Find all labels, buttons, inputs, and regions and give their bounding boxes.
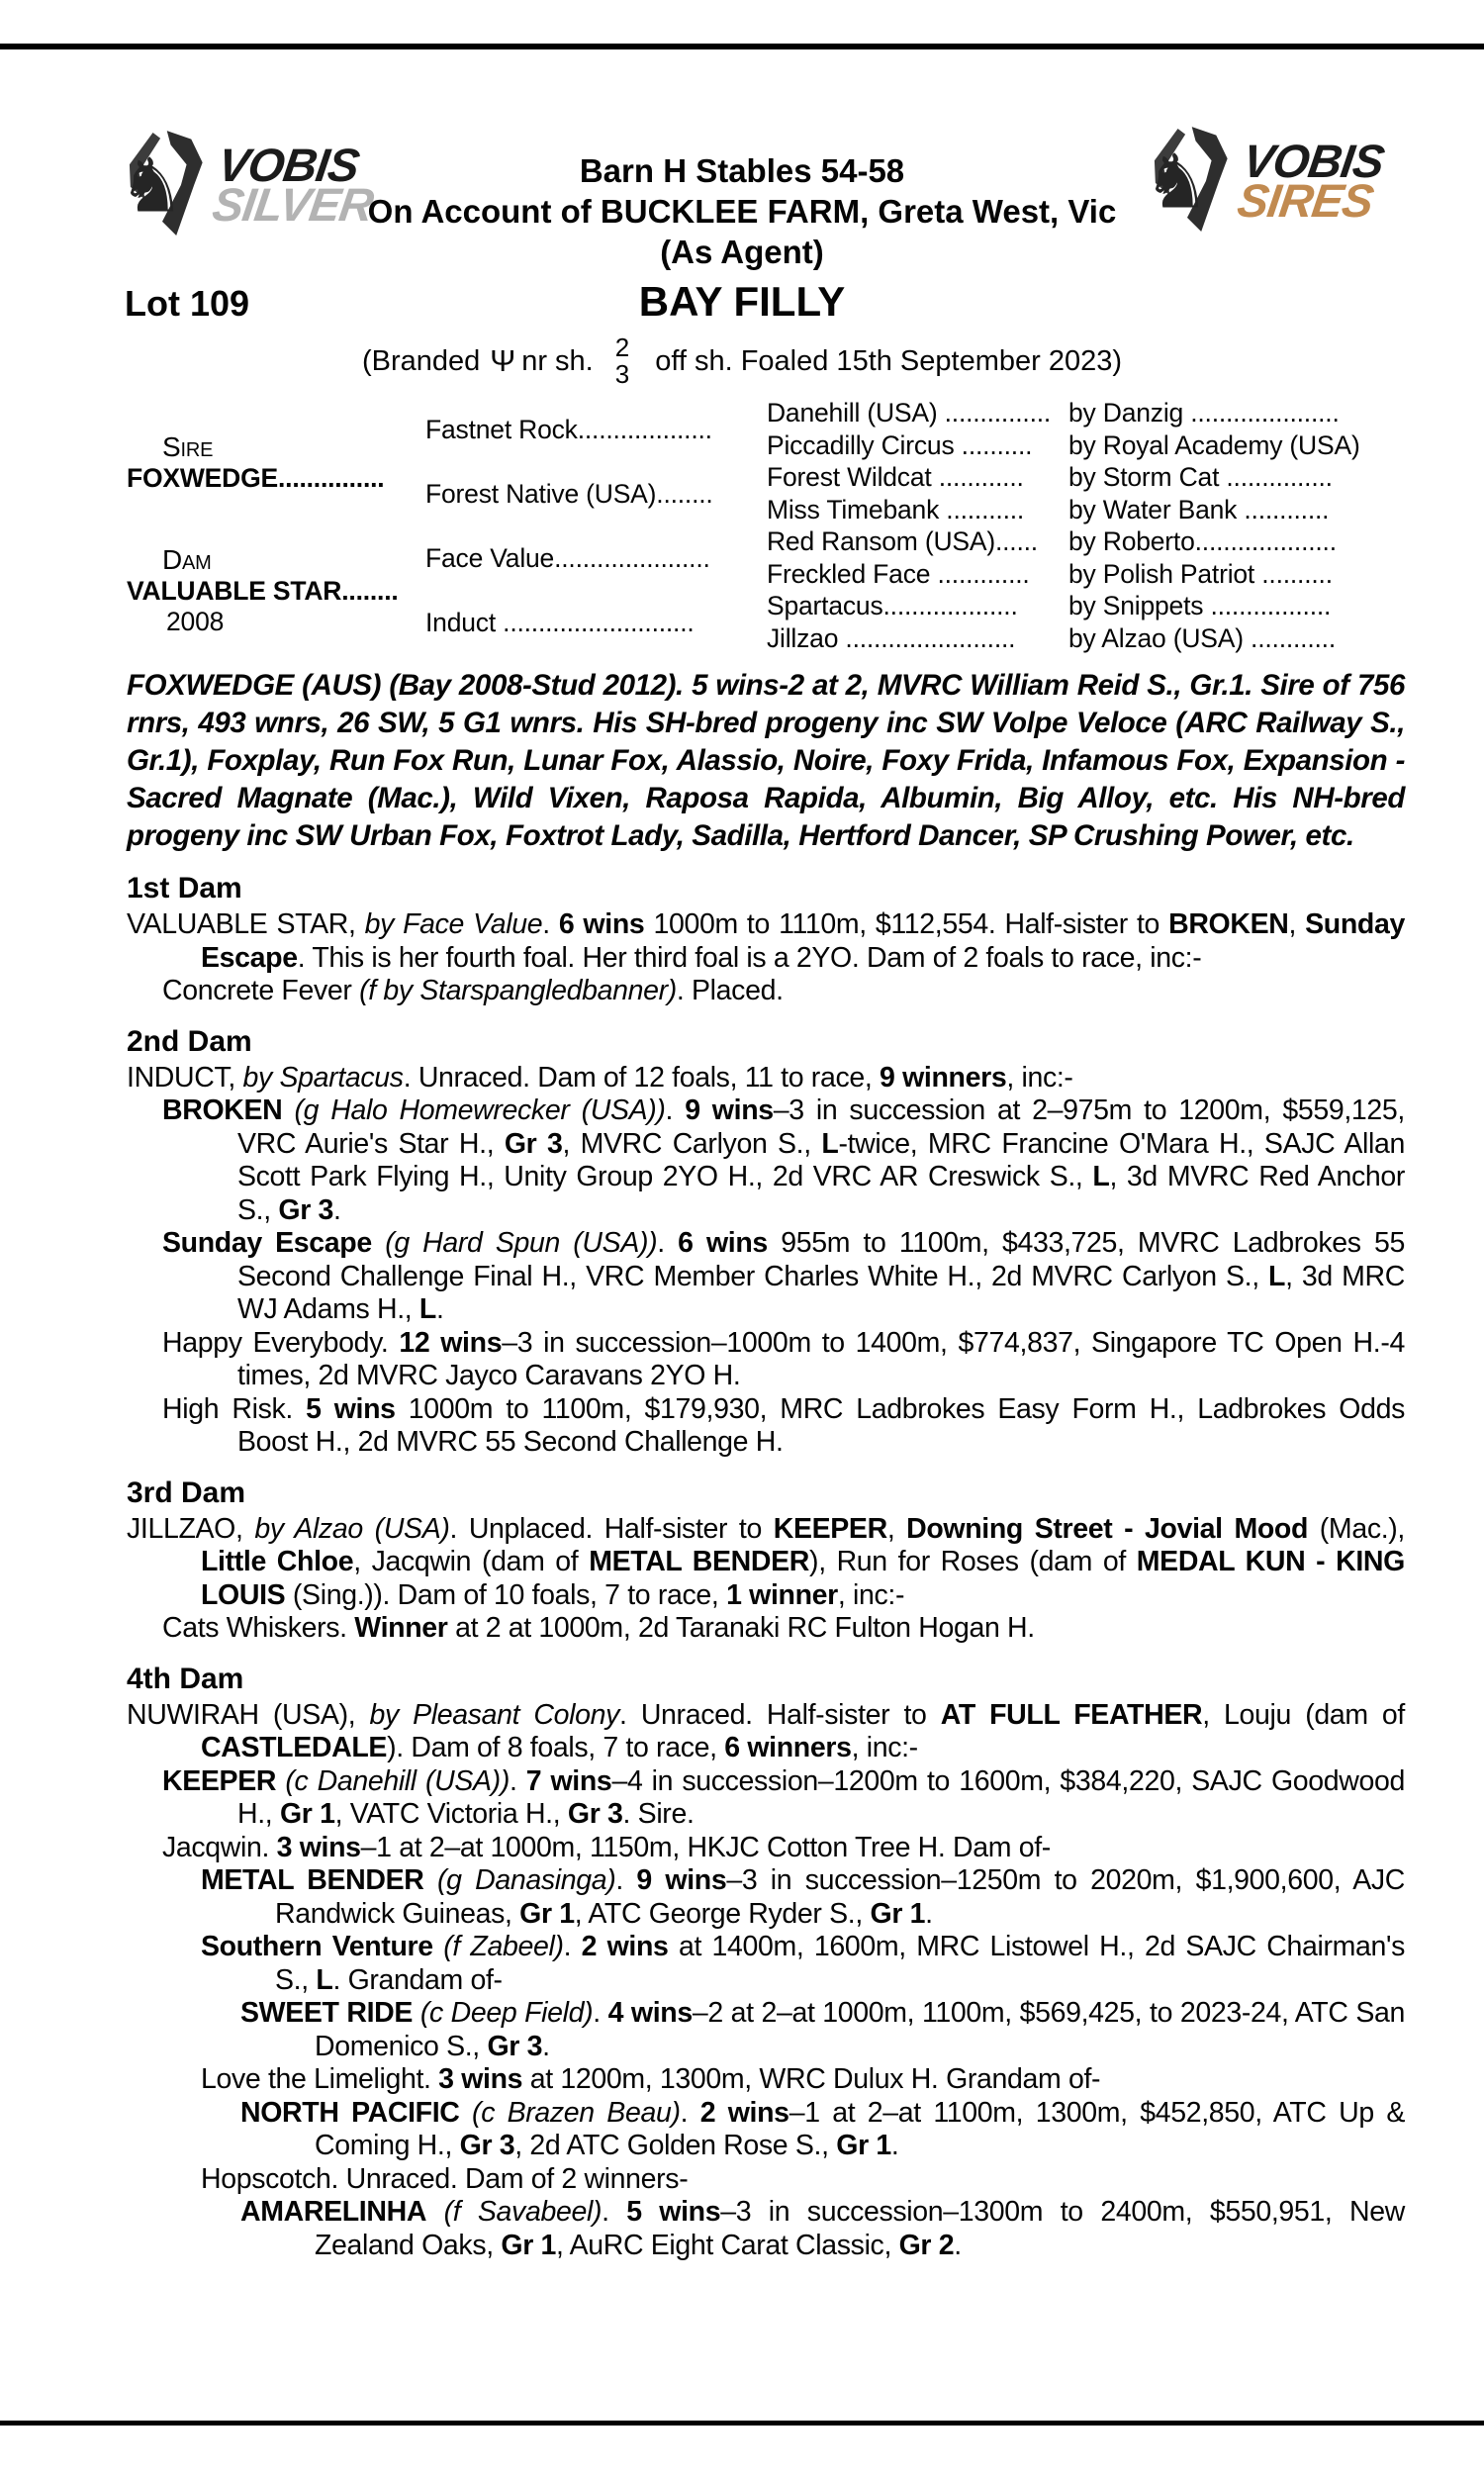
pedigree-paragraph: Jacqwin. 3 wins–1 at 2–at 1000m, 1150m, HKJC Cotton Tree H. Dam of- [162,1831,1051,1863]
account-line: On Account of BUCKLEE FARM, Greta West, Vic [367,193,1117,230]
pedigree-grandparent-name: Miss Timebank ........... [767,494,1025,524]
barn-line: Barn H Stables 54-58 [579,152,905,189]
pedigree-parent: Fastnet Rock................... [425,415,712,444]
pedigree-paragraph: VALUABLE STAR, by Face Value. 6 wins 1000m to 1110m, $112,554. Half-sister to BROKEN, Sunday Escape. This is her fourth foal. Her third foal is a 2YO. Dam of 2 foals to race, inc:- [127,908,1405,974]
dam-section-heading: 1st Dam [127,872,242,904]
pedigree-grandparent-sire: by Danzig ..................... [1068,398,1340,428]
dam-year: 2008 [166,607,225,636]
pedigree-paragraph: Love the Limelight. 3 wins at 1200m, 1300m, WRC Dulux H. Grandam of- [201,2063,1101,2095]
pedigree-parent: Forest Native (USA)........ [425,479,713,509]
pedigree-grandparent-name: Red Ransom (USA)...... [767,526,1038,556]
sire-label: Sire [162,430,214,462]
pedigree-grandparent-sire: by Storm Cat ............... [1068,462,1333,492]
sire-block [127,398,425,526]
consignor-header [317,150,1167,272]
bottom-border-rule [0,2421,1484,2426]
pedigree-paragraph: NUWIRAH (USA), by Pleasant Colony. Unraced. Half-sister to AT FULL FEATHER, Louju (dam of CASTLEDALE). Dam of 8 foals, 7 to race, 6 winners, inc:- [127,1698,1406,1763]
pedigree-grandparent-sire: by Roberto.................... [1068,526,1337,556]
dam-sections [127,871,1405,2262]
dam-section-heading: 3rd Dam [127,1475,246,1509]
dam-label: Dam [162,544,212,575]
pedigree-grandparent-name: Piccadilly Circus .......... [767,429,1033,460]
pedigree-grandparent-sire: by Polish Patriot .......... [1068,558,1333,589]
pedigree-paragraph: High Risk. 5 wins 1000m to 1100m, $179,930, MRC Ladbrokes Easy Form H., Ladbrokes Odds Boost H., 2d MVRC 55 Second Challenge H. [162,1392,1406,1458]
pedigree-paragraph: Southern Venture (f Zabeel). 2 wins at 1400m, 1600m, MRC Listowel H., 2d SAJC Chairman's S., L. Grandam of- [201,1931,1406,1996]
pedigree-paragraph: Happy Everybody. 12 wins–3 in succession–1000m to 1400m, $774,837, Singapore TC Open H.-4 times, 2d MVRC Jayco Caravans 2YO H. [162,1326,1405,1391]
branded-line [0,334,1484,388]
dam-section-heading: 4th Dam [127,1662,244,1695]
pedigree-paragraph: SWEET RIDE (c Deep Field). 4 wins–2 at 2–at 1000m, 1100m, $569,425, to 2023-24, ATC San Domenico S., Gr 3. [240,1997,1405,2062]
horse-jockey-icon [111,127,214,243]
pedigree-paragraph: BROKEN (g Halo Homewrecker (USA)). 9 wins–3 in succession at 2–975m to 1200m, $559,125, VRC Aurie's Star H., Gr 3, MVRC Carlyon S., L-twice, MRC Francine O'Mara H., SAJC Allan Scott Park Flying H., Unity Group 2YO H., 2d VRC AR Creswick S., L, 3d MVRC Red Anchor S., Gr 3. [162,1094,1405,1226]
pedigree-paragraph: AMARELINHA (f Savabeel). 5 wins–3 in succession–1300m to 2400m, $550,951, New Zealand Oaks, Gr 1, AuRC Eight Carat Classic, Gr 2. [240,2196,1406,2261]
top-border-rule [0,44,1484,49]
brand-mark-icon: Ψ [490,343,516,378]
pedigree-parent: Face Value...................... [425,543,710,573]
pedigree-paragraph: METAL BENDER (g Danasinga). 9 wins–3 in succession–1250m to 2020m, $1,900,600, AJC Randwick Guineas, Gr 1, ATC George Ryder S., Gr 1. [201,1864,1405,1930]
pedigree-paragraph: Sunday Escape (g Hard Spun (USA)). 6 wins 955m to 1100m, $433,725, MVRC Ladbrokes 55 Second Challenge Final H., VRC Member Charles White H., 2d MVRC Carlyon S., L, 3d MRC WJ Adams H., L. [162,1227,1406,1325]
lot-number: Lot 109 [125,283,250,324]
pedigree-paragraph: NORTH PACIFIC (c Brazen Beau). 2 wins–1 at 2–at 1100m, 1300m, $452,850, ATC Up & Coming H., Gr 3, 2d ATC Golden Rose S., Gr 1. [240,2096,1406,2161]
pedigree-grandparent-name: Freckled Face ............. [767,558,1030,589]
logo-word-sires: SIRES [1234,174,1377,227]
dam-block [127,526,425,655]
agent-line: (As Agent) [660,234,824,270]
branded-prefix: (Branded [361,344,481,377]
catalogue-body [127,667,1405,2262]
pedigree-grandparent-name: Danehill (USA) ............... [767,398,1052,428]
pedigree-grandparent-name: Spartacus................... [767,591,1018,620]
pedigree-paragraph: JILLZAO, by Alzao (USA). Unplaced. Half-sister to KEEPER, Downing Street - Jovial Mood (Mac.), Little Chloe, Jacqwin (dam of METAL BENDER), Run for Roses (dam of MEDAL KUN - KING LOUIS (Sing.)). Dam of 10 foals, 7 to race, 1 winner, inc:- [127,1512,1405,1611]
pedigree-table [127,398,1405,655]
pedigree-parent: Induct ........................... [425,608,695,637]
pedigree-grandparent-sire: by Water Bank ............ [1068,494,1330,524]
svg-text:♞: ♞ [118,142,186,230]
brand-number-bottom: 3 [614,359,630,389]
brand-number [615,334,629,388]
pedigree-grandparent-name: Jillzao ........................ [767,622,1016,653]
pedigree-paragraph: Cats Whiskers. Winner at 2 at 1000m, 2d Taranaki RC Fulton Hogan H. [162,1612,1035,1644]
sire-summary-paragraph: FOXWEDGE (AUS) (Bay 2008-Stud 2012). 5 wins-2 at 2, MVRC William Reid S., Gr.1. Sire of 756 rnrs, 493 wnrs, 26 SW, 5 G1 wnrs. His SH-bred progeny inc SW Volpe Veloce (ARC Railway S., Gr.1), Foxplay, Run Fox Run, Lunar Fox, Alassio, Noire, Foxy Frida, Infamous Fox, Expansion - Sacred Magnate (Mac.), Wild Vixen, Raposa Rapida, Albumin, Big Alloy, etc. His NH-bred progeny inc SW Urban Fox, Foxtrot Lady, Sadilla, Hertford Dancer, SP Crushing Power, etc. [127,669,1405,852]
branded-near-shoulder: nr sh. [521,344,594,377]
logo-word-silver: SILVER [209,178,377,231]
vobis-sires-logo [1136,123,1387,239]
dam-section-heading: 2nd Dam [127,1024,252,1058]
pedigree-grandparent-sire: by Royal Academy (USA) [1068,429,1360,460]
brand-number-top: 2 [614,333,630,362]
pedigree-grandparent-name: Forest Wildcat ............ [767,462,1024,492]
dam-name: VALUABLE STAR........ [127,576,399,606]
branded-suffix: off sh. Foaled 15th September 2023) [655,344,1123,377]
sire-name: FOXWEDGE............... [127,462,385,493]
pedigree-paragraph: INDUCT, by Spartacus. Unraced. Dam of 12 foals, 11 to race, 9 winners, inc:- [127,1061,1073,1094]
pedigree-grandparent-sire: by Snippets ................. [1068,591,1332,620]
logo-word-vobis: VOBIS [1240,135,1387,187]
pedigree-paragraph: Hopscotch. Unraced. Dam of 2 winners- [201,2162,689,2195]
pedigree-grandparent-sire: by Alzao (USA) ............ [1068,622,1336,653]
svg-text:♞: ♞ [1143,138,1211,226]
logo-word-vobis: VOBIS [215,139,362,191]
pedigree-paragraph: Concrete Fever (f by Starspangledbanner). Placed. [162,975,784,1006]
horse-description-title: BAY FILLY [638,278,846,325]
pedigree-paragraph: KEEPER (c Danehill (USA)). 7 wins–4 in succession–1200m to 1600m, $384,220, SAJC Goodwood H., Gr 1, VATC Victoria H., Gr 3. Sire. [162,1764,1405,1830]
